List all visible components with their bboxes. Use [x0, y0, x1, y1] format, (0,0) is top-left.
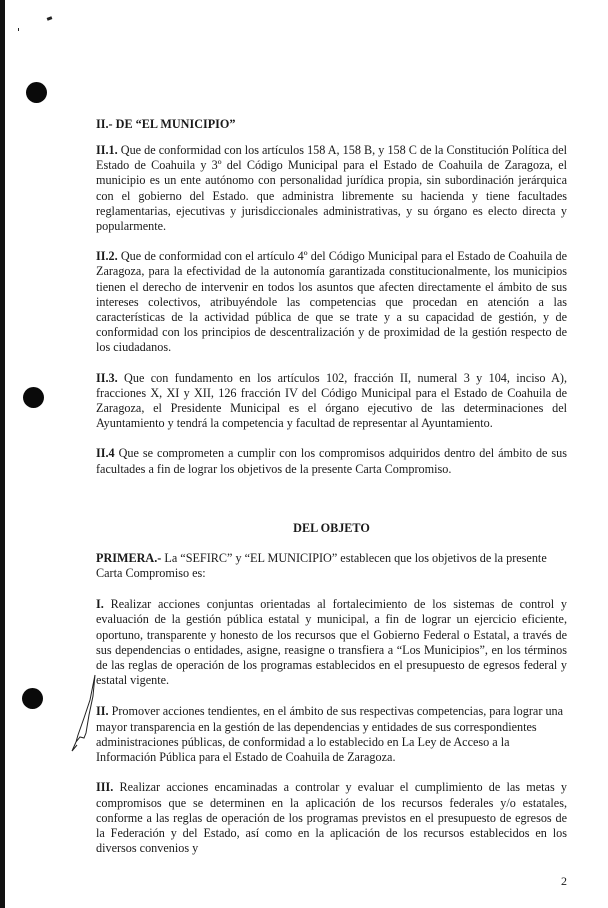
clause-II-2 [96, 249, 567, 355]
scan-mark [47, 16, 53, 21]
clause-label: II.1. [96, 143, 118, 157]
section-heading-objeto: DEL OBJETO [293, 520, 370, 535]
clause-text: Que de conformidad con el artículo 4º del Código Municipal para el Estado de Coahuila de Zaragoza, para la efectividad de la autonomía garantizada constitucionalmente, los municipios tienen el derecho de intervenir en todos los asuntos que afecten directamente el ámbito de sus intereses colectivos, atribuyéndole las competencias que procedan en atención a las características de la actividad pública de que se trate y a su capacidad de gestión, y de conformidad con los principios de descentralización y de proximidad de la gestión respecto de los ciudadanos. [96, 249, 567, 355]
objective-label: III. [96, 780, 114, 795]
punch-hole-middle [23, 387, 44, 408]
objective-text: Realizar acciones conjuntas orientadas al fortalecimiento de los sistemas de control y evaluación de la gestión pública estatal y municipal, a fin de lograr un ejercicio eficiente, oportuno, transparente y honesto de los recursos que el Gobierno Federal o Estatal, a través de sus dependencias o entidades, asigne, reasigne o transfiera a “Los Municipios”, en los términos de las reglas de operación de los programas establecidos en el presupuesto de egresos federal y estatal vigente. [96, 597, 568, 688]
objective-text: Realizar acciones encaminadas a controlar y evaluar el cumplimiento de las metas y compromisos que se determinen en la aplicación de los recursos federales y/o estatales, conforme a las reglas de operación de los programas previstos en el presupuesto de egresos de la Federación y del Estado, así como en la aplicación de los recursos establecidos en los diversos convenios y [96, 780, 567, 856]
scan-mark [18, 28, 19, 31]
clause-text: Que de conformidad con los artículos 158 A, 158 B, y 158 C de la Constitución Política del Estado de Coahuila y 3º del Código Municipal para el Estado de Coahuila de Zaragoza, el municipio es un ente autónomo con personalidad jurídica propia, sin subordinación jerárquica con el gobierno del Estado. que administra libremente su hacienda y tiene facultades reglamentarias, ejecutivas y jurisdiccionales administrativas, y su órgano es electo directa y popularmente. [96, 143, 568, 234]
section-heading-municipio: II.- DE “EL MUNICIPIO” [96, 117, 236, 131]
clause-II-1 [96, 143, 567, 234]
clause-II-4 [96, 446, 567, 476]
objective-I [96, 597, 567, 688]
clause-label: PRIMERA.- [96, 550, 162, 565]
signature-mark [0, 0, 96, 783]
punch-hole-bottom [22, 688, 43, 709]
objective-II [96, 704, 567, 765]
clause-primera [96, 551, 567, 581]
page-number: 2 [561, 874, 567, 889]
objective-label: I. [96, 597, 104, 612]
clause-label: II.3. [96, 370, 118, 385]
clause-label: II.4 [96, 446, 115, 461]
objective-label: II. [96, 704, 109, 719]
clause-text: Que con fundamento en los artículos 102, fracción II, numeral 3 y 104, inciso A), fracciones X, XI y XII, 126 fracción IV del Código Municipal para el Estado de Coahuila de Zaragoza, el Presidente Municipal es el órgano ejecutivo de las determinaciones del Ayuntamiento y tendrá la competencia y facultad de representar al Ayuntamiento. [96, 370, 567, 431]
punch-hole-top [26, 82, 47, 103]
clause-II-3 [96, 371, 567, 432]
clause-text: Que se comprometen a cumplir con los compromisos adquiridos dentro del ámbito de sus facultades a fin de lograr los objetivos de la presente Carta Compromiso. [96, 446, 568, 476]
document-page [96, 0, 567, 908]
scan-left-border [0, 0, 5, 908]
clause-label: II.2. [96, 249, 118, 264]
clause-text: La “SEFIRC” y “EL MUNICIPIO” establecen que los objetivos de la presente Carta Compromiso es: [96, 550, 547, 581]
objective-III [96, 780, 567, 856]
objective-text: Promover acciones tendientes, en el ámbito de sus respectivas competencias, para lograr una mayor transparencia en la gestión de las dependencias y entidades de sus correspondientes administraciones públicas, de conformidad a lo establecido en La Ley de Acceso a la Información Pública para el Estado de Coahuila de Zaragoza. [96, 704, 564, 765]
